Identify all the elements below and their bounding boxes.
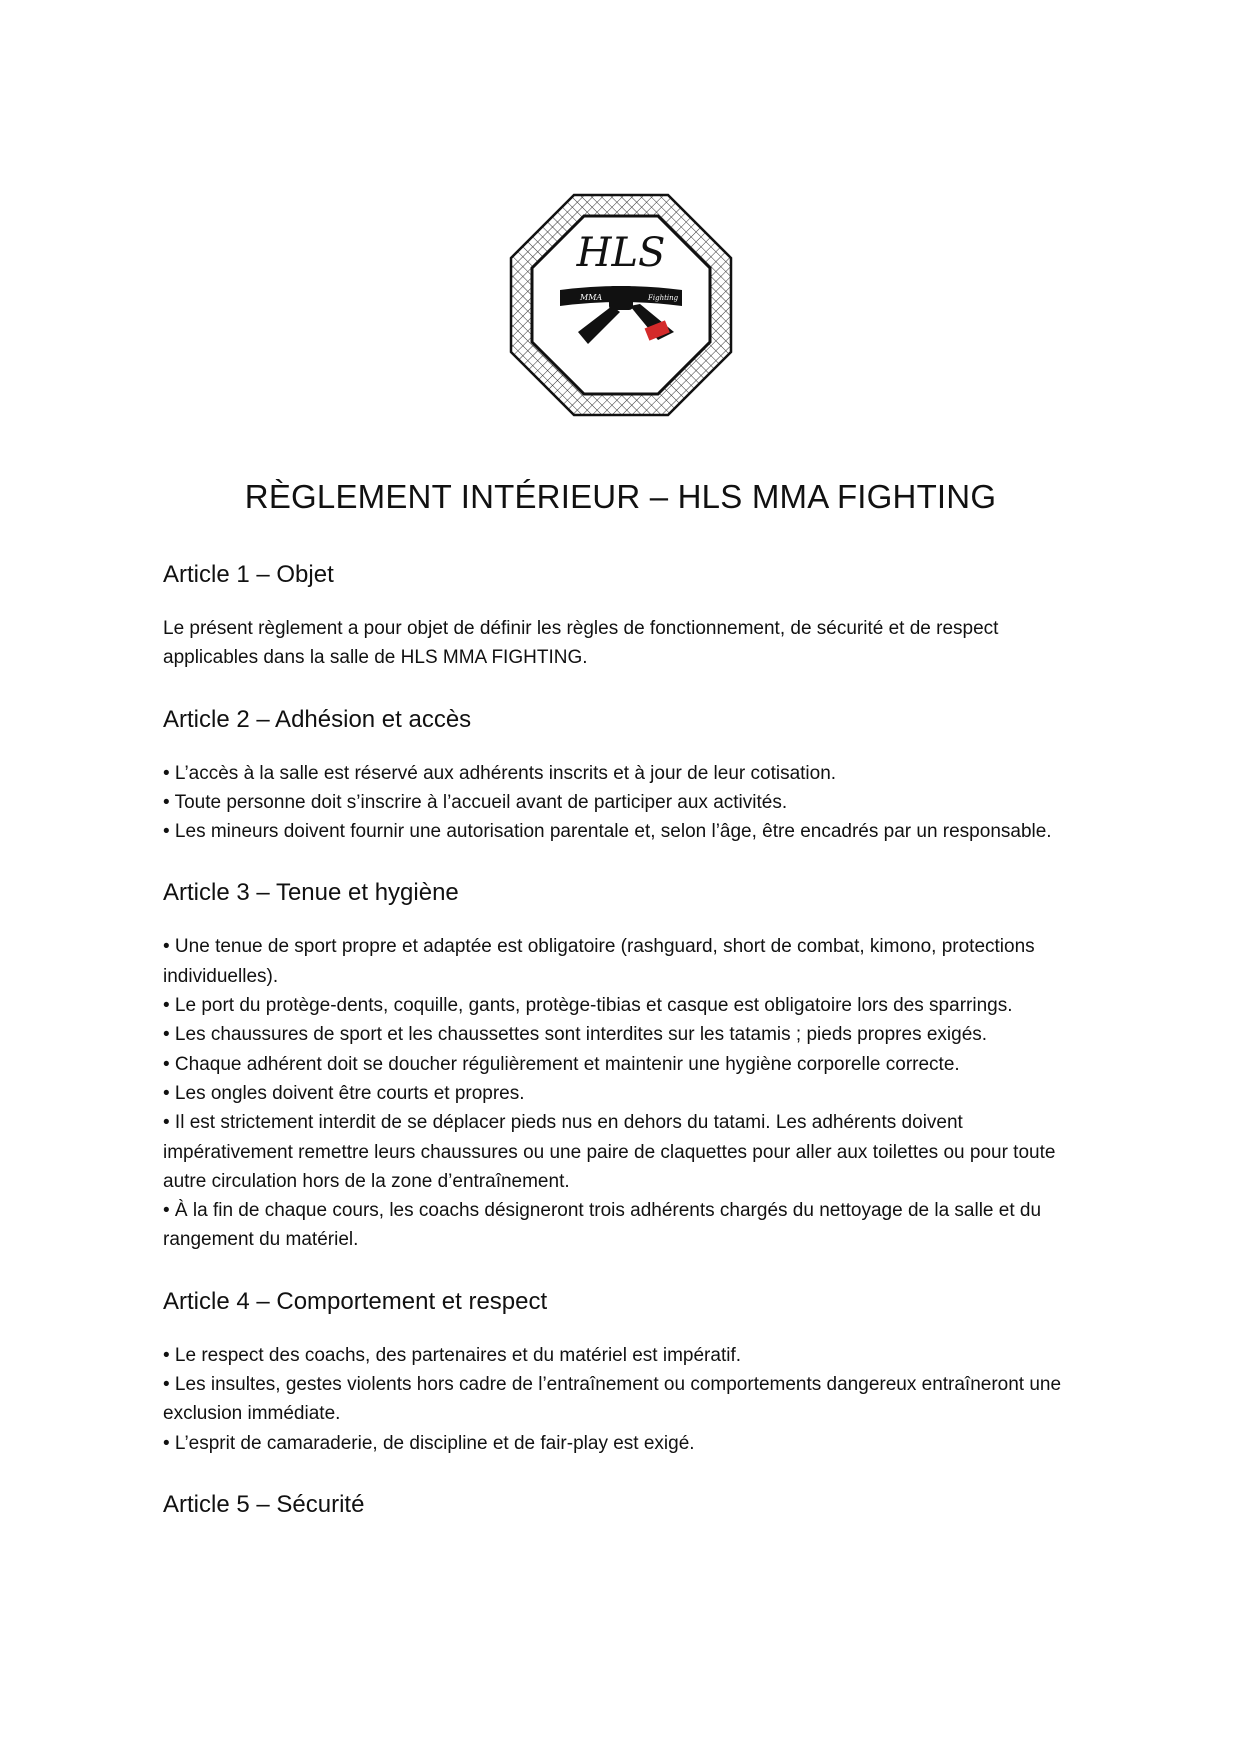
list-item: • Les insultes, gestes violents hors cadre de l’entraînement ou comportements dangereux entraîneront une exclusion immédiate. [163,1374,1062,1425]
list-item: • Les chaussures de sport et les chaussettes sont interdites sur les tatamis ; pieds propres exigés. [163,1024,988,1046]
article-list [163,932,1093,1254]
page-title: RÈGLEMENT INTÉRIEUR – HLS MMA FIGHTING [244,478,997,515]
list-item: • Il est strictement interdit de se déplacer pieds nus en dehors du tatami. Les adhérents doivent impérativement remettre leurs chaussures ou une paire de claquettes pour aller aux toilettes ou pour toute autre circulation hors de la zone d’entraînement. [163,1112,1056,1192]
svg-text:MMA: MMA [580,293,603,302]
article-title: Article 5 – Sécurité [163,1490,365,1518]
list-item: • Chaque adhérent doit se doucher régulièrement et maintenir une hygiène corporelle correcte. [163,1053,960,1075]
hls-logo [508,192,734,418]
list-item: • Une tenue de sport propre et adaptée est obligatoire (rashguard, short de combat, kimono, protections individuelles). [163,936,1035,987]
list-item: • Les ongles doivent être courts et propres. [163,1082,525,1104]
list-item: • Le respect des coachs, des partenaires et du matériel est impératif. [163,1344,741,1366]
article-3 [163,878,1093,1254]
logo-hls-text: HLS [576,230,666,276]
article-title: Article 3 – Tenue et hygiène [163,879,459,907]
list-item: • À la fin de chaque cours, les coachs désigneront trois adhérents chargés du nettoyage de la salle et du rangement du matériel. [163,1200,1042,1251]
article-title: Article 4 – Comportement et respect [163,1287,548,1315]
svg-text:Fighting: Fighting [648,294,679,302]
list-item: • Le port du protège-dents, coquille, gants, protège-tibias et casque est obligatoire lors des sparrings. [163,995,1013,1017]
list-item: • L’accès à la salle est réservé aux adhérents inscrits et à jour de leur cotisation. [163,762,837,784]
rules-content [163,560,1093,1544]
list-item: • Toute personne doit s’inscrire à l’accueil avant de participer aux activités. [163,791,788,813]
article-list [163,759,1093,847]
list-item: • Les mineurs doivent fournir une autorisation parentale et, selon l’âge, être encadrés par un responsable. [163,821,1052,843]
article-title: Article 2 – Adhésion et accès [163,705,472,733]
article-paragraph: Le présent règlement a pour objet de définir les règles de fonctionnement, de sécurité et de respect applicables dans la salle de HLS MMA FIGHTING. [163,618,999,669]
article-2 [163,705,1093,847]
article-4 [163,1287,1093,1458]
list-item: • L’esprit de camaraderie, de discipline et de fair-play est exigé. [163,1432,695,1454]
article-list [163,1341,1093,1458]
article-title: Article 1 – Objet [163,561,334,588]
article-1 [163,560,1093,673]
article-5 [163,1490,1093,1520]
